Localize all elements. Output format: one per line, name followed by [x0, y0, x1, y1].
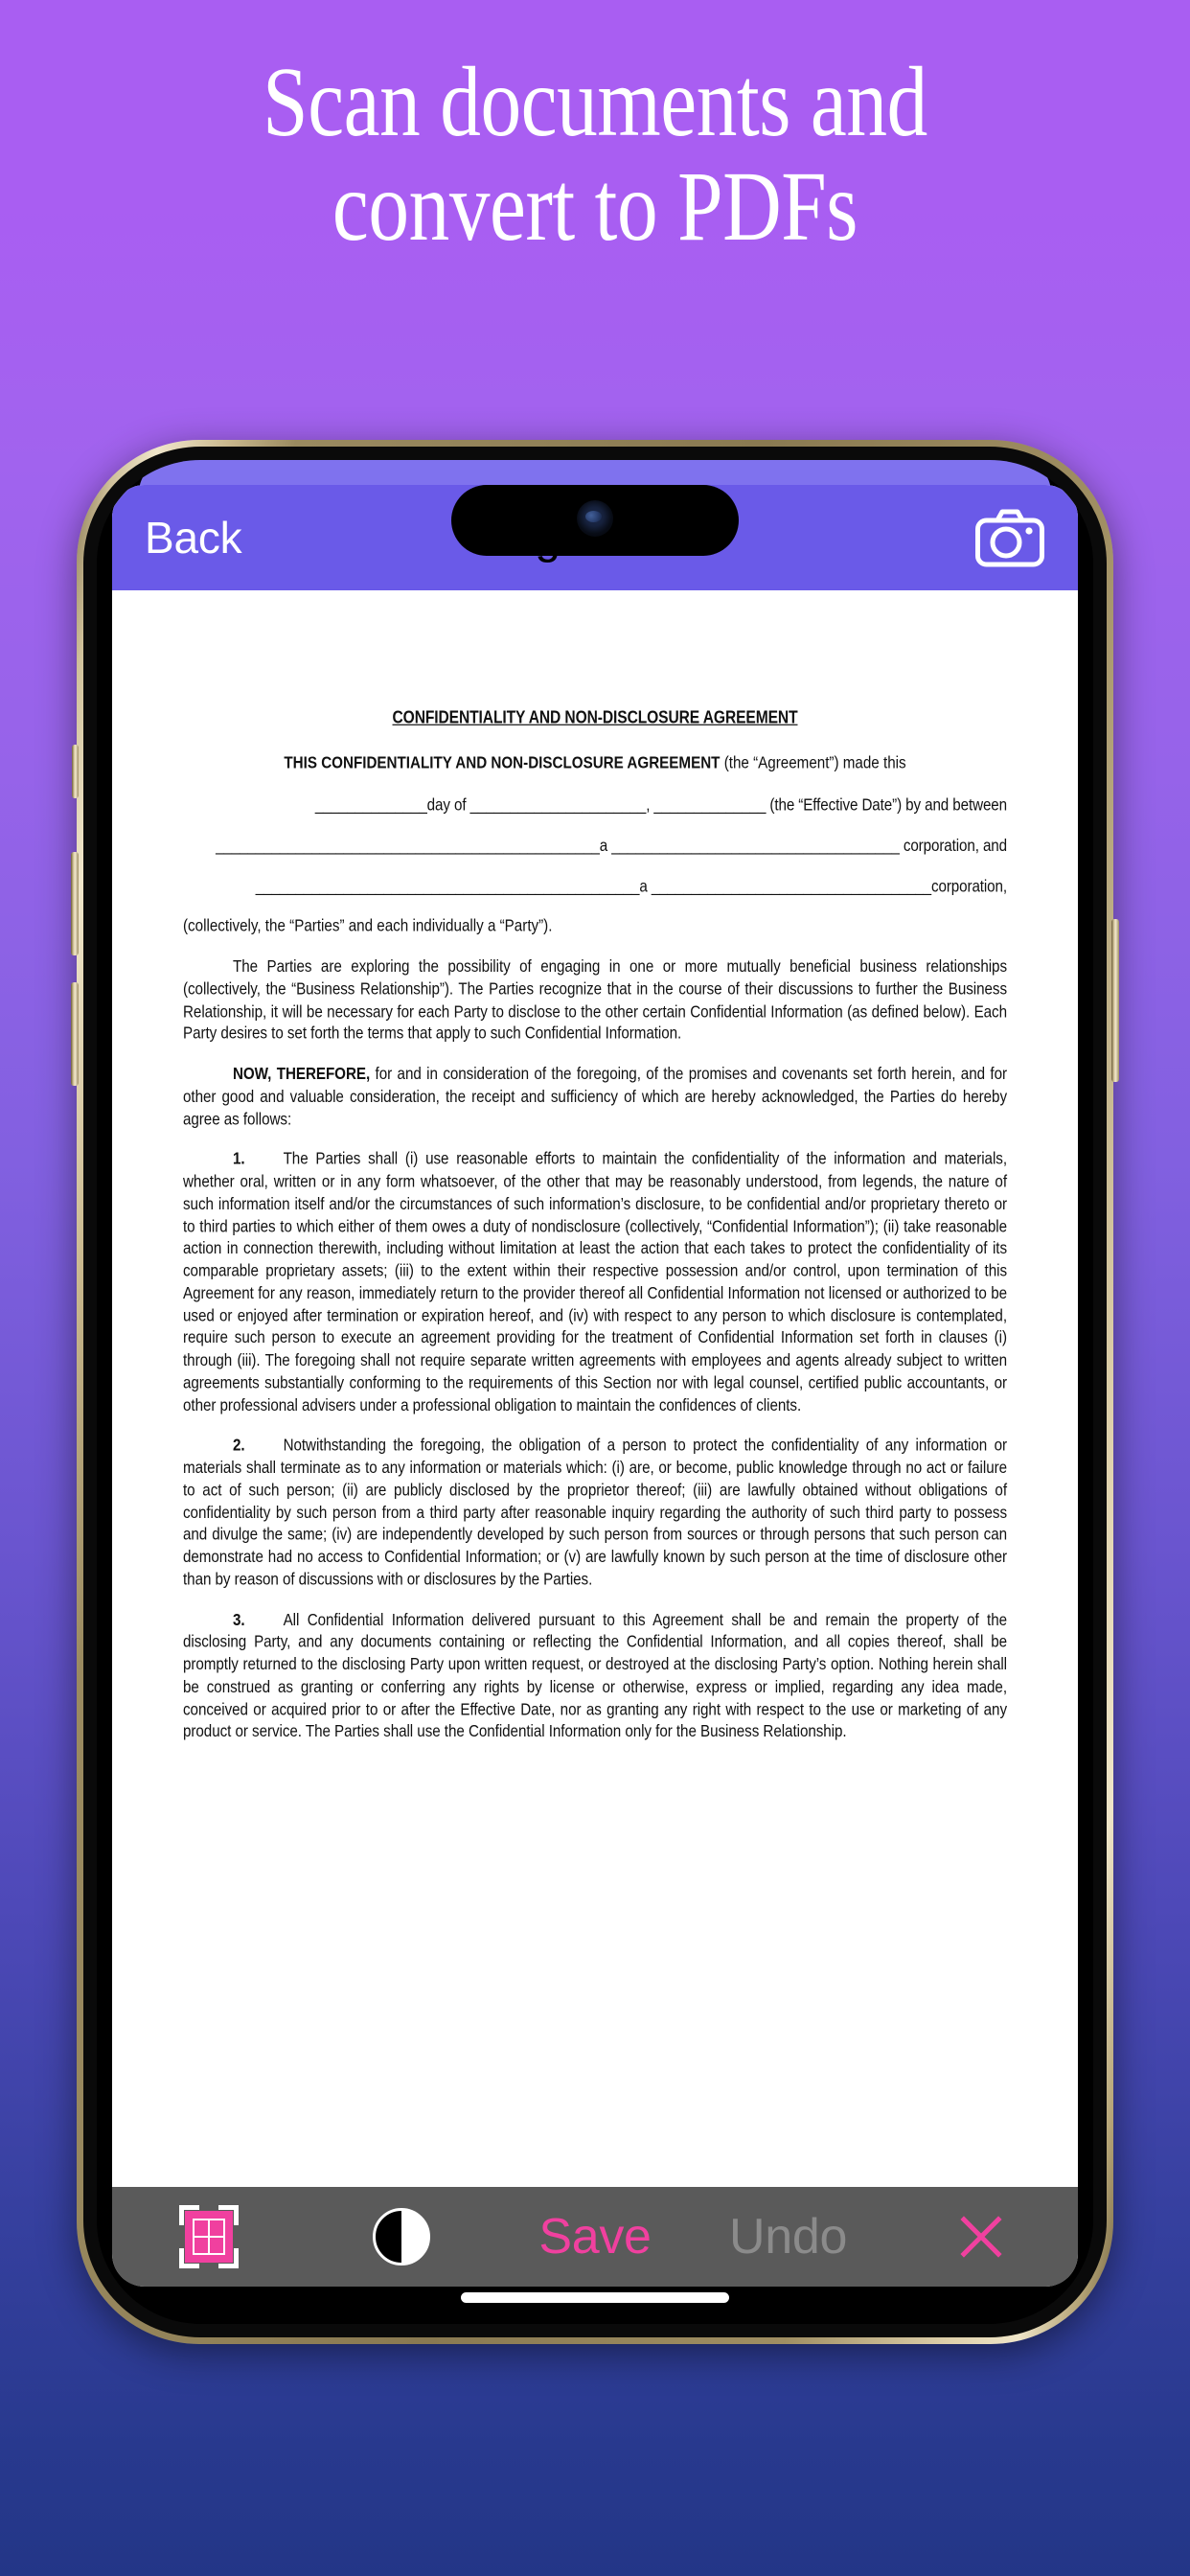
- camera-icon: [974, 508, 1045, 567]
- fill-line-party-1: ________________________________________________a ____________________________________ corporation, and: [216, 836, 1007, 856]
- clause-2-text: Notwithstanding the foregoing, the obligation of a person to protect the confidentiality of any information or materials shall terminate as to any information or materials which: (i) are, or become, public knowledge through no act or failure to act of such person; (ii) are publicly disclosed by the proprietor thereof; (iii) are lawfully obtained without obligations of confidentiality by such person from a third party after reasonable inquiry regarding the authority of such third party to possess and divulge the same; (iv) are independently developed by such person from sources or through persons that such person can demonstrate had no access to Confidential Information; or (v) are lawfully known by such person at the time of disclosure other than by reason of discussions with or disclosures by the Parties.: [183, 1436, 1007, 1590]
- phone-screen: [97, 460, 1093, 2324]
- clause-1: [183, 1149, 1007, 1417]
- undo-button[interactable]: [692, 2187, 885, 2287]
- close-x-icon: [954, 2210, 1008, 2264]
- home-indicator[interactable]: [461, 2292, 729, 2303]
- editor-toolbar: [112, 2187, 1078, 2287]
- close-button[interactable]: [884, 2187, 1078, 2287]
- scanner-app: [112, 485, 1078, 2287]
- front-camera-icon: [577, 500, 613, 537]
- clause-3: [183, 1609, 1007, 1743]
- fill-line-date: ______________day of ______________________, ______________ (the “Effective Date”) by and between: [314, 795, 1007, 816]
- clause-1-number: 1.: [233, 1149, 245, 1169]
- collectively-line: (collectively, the “Parties” and each individually a “Party”).: [183, 916, 553, 936]
- clause-2-number: 2.: [233, 1436, 245, 1456]
- crop-button[interactable]: [112, 2187, 306, 2287]
- document-intro-rest: (the “Agreement”) made this: [720, 753, 906, 773]
- power-button[interactable]: [1111, 919, 1119, 1082]
- undo-button-label: Undo: [729, 2209, 848, 2265]
- now-therefore-paragraph: [183, 1064, 1007, 1131]
- now-therefore-bold: NOW, THEREFORE,: [233, 1064, 371, 1084]
- clause-2: [183, 1435, 1007, 1591]
- document-title: CONFIDENTIALITY AND NON-DISCLOSURE AGREEMENT: [392, 708, 798, 728]
- headline-line-2: convert to PDFs: [332, 151, 858, 263]
- contrast-button[interactable]: [306, 2187, 499, 2287]
- promo-headline: [107, 47, 1083, 263]
- fill-line-party-2: ________________________________________________a ___________________________________corporation,: [255, 876, 1007, 896]
- headline-line-1: Scan documents and: [263, 47, 927, 157]
- silent-switch[interactable]: [72, 745, 79, 798]
- clause-3-text: All Confidential Information delivered pursuant to this Agreement shall be and remain the property of the disclosing Party, and any documents containing or reflecting the Confidential Information, and all copies thereof, shall be promptly returned to the disclosing Party upon written request, or destroyed at the disclosing Party’s option. Nothing herein shall be construed as granting or conferring any rights by license or otherwise, express or implied, regarding any idea made, conceived or acquired prior to or after the Effective Date, nor as granting any right with respect to the use or marketing of any product or service. The Parties shall use the Confidential Information only for the Business Relationship.: [183, 1610, 1007, 1741]
- camera-button[interactable]: [974, 508, 1045, 567]
- now-therefore-rest: for and in consideration of the foregoing, of the promises and covenants set forth herein, and for other good and valuable consideration, the receipt and sufficiency of which are hereby acknowledged, the Parties do hereby agree as follows:: [183, 1064, 1007, 1129]
- document-intro-bold: THIS CONFIDENTIALITY AND NON-DISCLOSURE AGREEMENT: [284, 753, 721, 773]
- document-intro: [183, 753, 1007, 775]
- contrast-circle-icon: [373, 2208, 430, 2266]
- back-button[interactable]: Back: [145, 513, 242, 563]
- volume-down-button[interactable]: [71, 982, 79, 1086]
- crop-grid-icon: [179, 2205, 239, 2268]
- volume-up-button[interactable]: [71, 852, 79, 955]
- recital-paragraph: The Parties are exploring the possibility of engaging in one or more mutually beneficial business relationships (collectively, the “Business Relationship”). The Parties recognize that in the course of their discussions to further the Business Relationship, it will be necessary for each Party to disclose to the other certain Confidential Information (as defined below). Each Party desires to set forth the terms that apply to such Confidential Information.: [183, 956, 1007, 1044]
- phone-mockup: [77, 440, 1113, 2344]
- document-body: [183, 707, 1007, 1761]
- save-button-label: Save: [538, 2209, 652, 2265]
- clause-3-number: 3.: [233, 1610, 245, 1630]
- save-button[interactable]: [498, 2187, 692, 2287]
- scanned-document-page[interactable]: [112, 590, 1078, 2187]
- clause-1-text: The Parties shall (i) use reasonable efforts to maintain the confidentiality of the information and materials, whether oral, written or in any form whatsoever, of the other that may be reasonably understood, from legends, the nature of such information itself and/or the circumstances of such information’s disclosure, to be confidential and/or proprietary thereto or to third parties to which either of them owes a duty of nondisclosure (collectively, “Confidential Information”); (ii) take reasonable action in connection therewith, including without limitation at least the action that each takes to protect the confidentiality of its comparable proprietary assets; (iii) to the extent within their respective possession and/or control, upon termination of this Agreement for any reason, immediately return to the provider thereof all Confidential Information not licensed or authorized to be used or enjoyed after termination or expiration hereof, and (iv) with respect to any person to which disclosure is contemplated, require such person to execute an agreement providing for the treatment of Confidential Information set forth in clauses (i) through (iii). The foregoing shall not require separate written agreements with employees and agents already subject to written agreements substantially conforming to the requirements of this Section nor with legal counsel, certified public accountants, or other professional advisers under a professional obligation to maintain the confidences of clients.: [183, 1149, 1007, 1415]
